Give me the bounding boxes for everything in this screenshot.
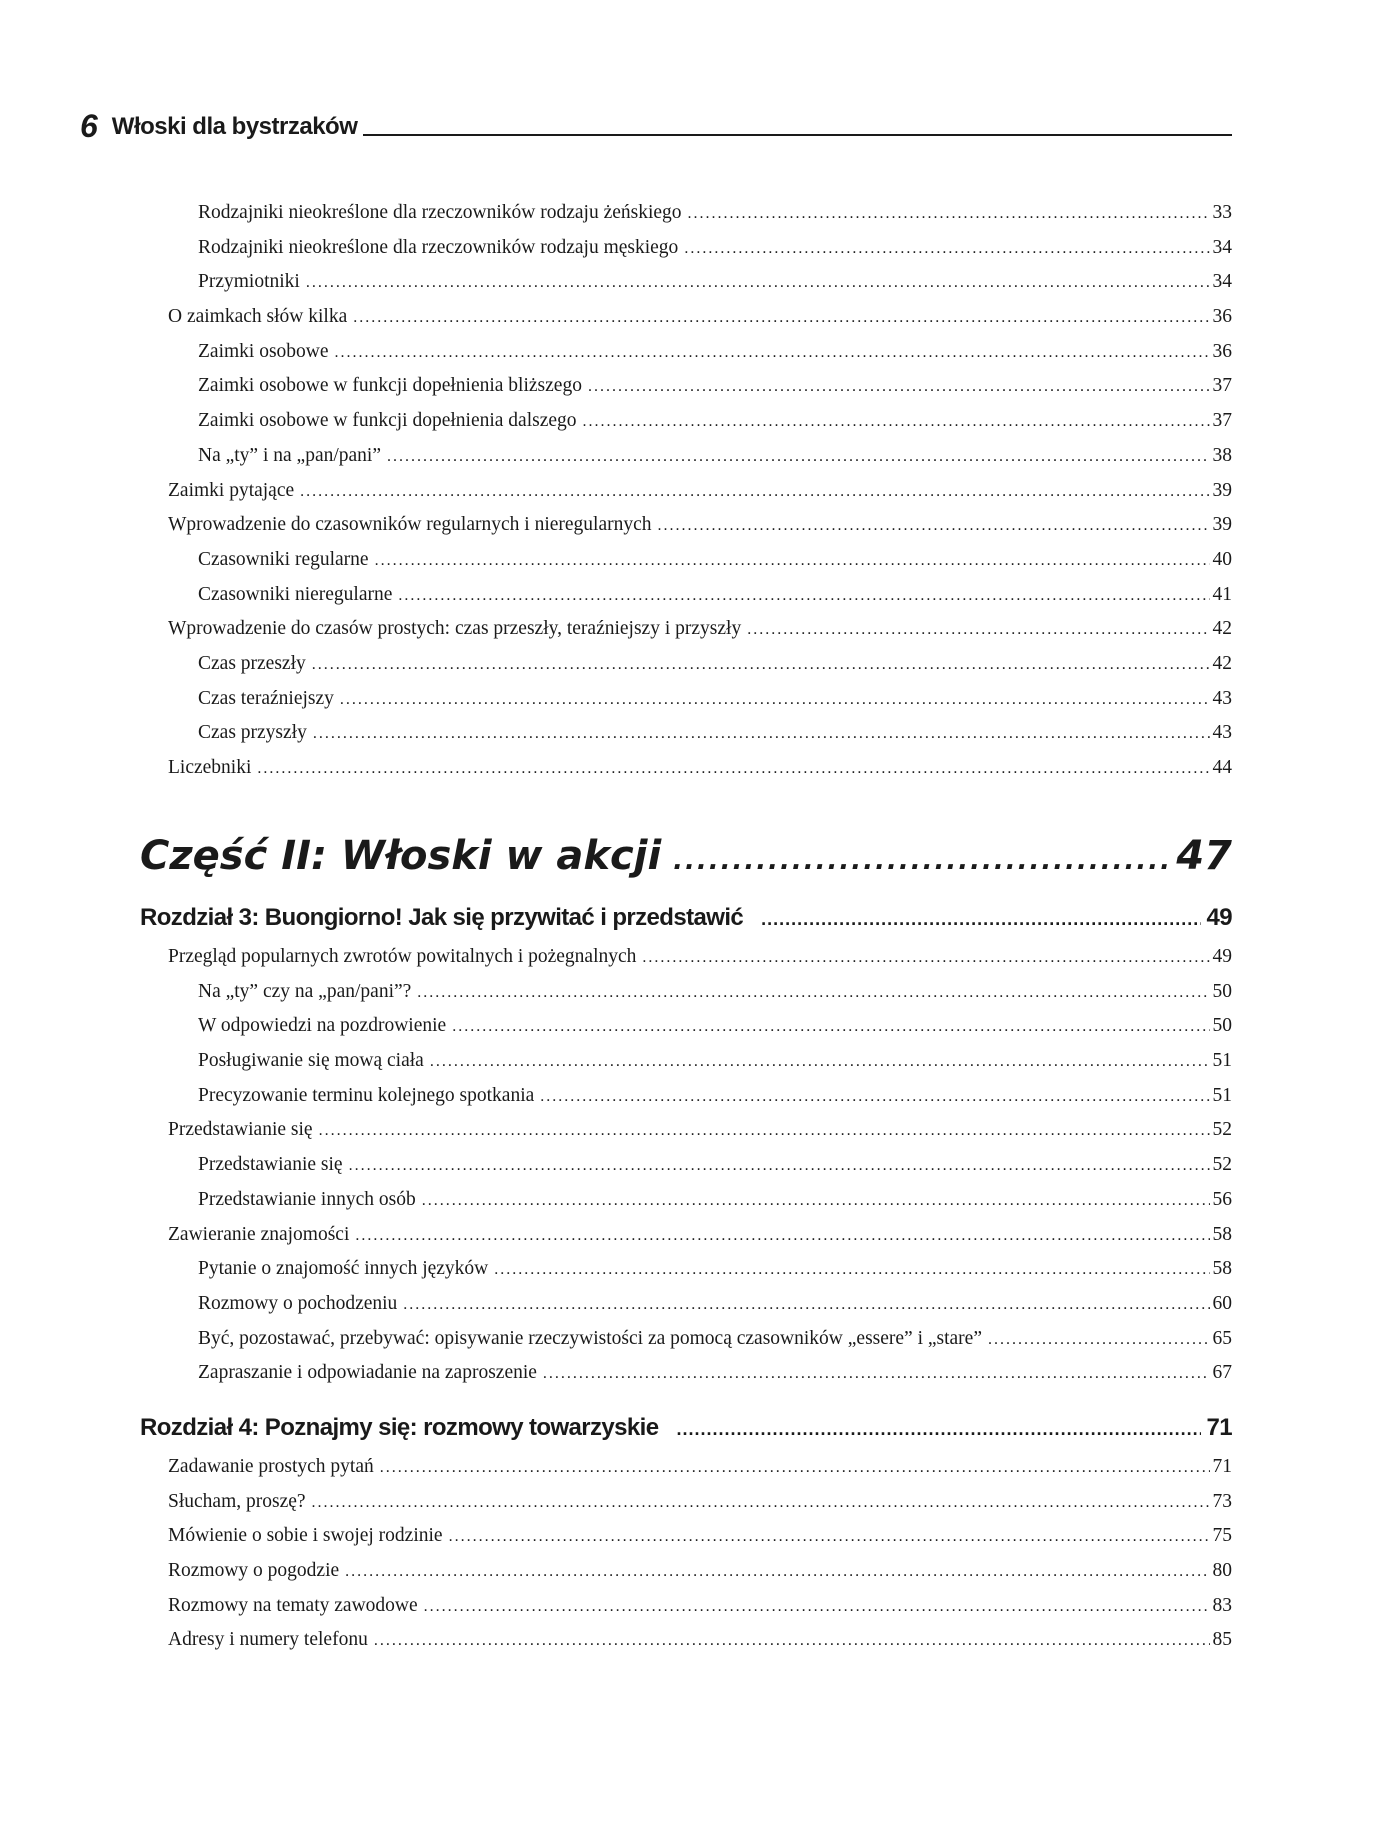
toc-entry[interactable]	[168, 1252, 1232, 1287]
leader-dots	[353, 301, 1209, 336]
leader-dots	[688, 197, 1210, 232]
toc-entry[interactable]	[168, 1113, 1232, 1148]
toc-entry-title: Wprowadzenie do czasów prostych: czas przeszły, teraźniejszy i przyszły	[168, 618, 742, 640]
toc-entry-title: Zadawanie prostych pytań	[168, 1456, 374, 1477]
toc-entry-title: O zaimkach słów kilka	[168, 306, 348, 328]
toc-entry[interactable]	[168, 1554, 1232, 1589]
toc-entry[interactable]	[168, 1148, 1232, 1183]
leader-dots	[257, 752, 1209, 787]
toc-entry-page: 51	[1212, 1050, 1232, 1072]
toc-continued	[168, 196, 1232, 786]
leader-dots	[319, 1114, 1210, 1149]
chapter-title: Rozdział 3: Buongiorno! Jak się przywitać i przedstawić	[140, 904, 744, 931]
toc-entry-page: 58	[1212, 1223, 1232, 1245]
toc-entry-title: Mówienie o sobie i swojej rodzinie	[168, 1525, 443, 1547]
toc-entry[interactable]	[168, 1356, 1232, 1391]
leader-dots	[430, 1045, 1210, 1080]
toc-entry[interactable]	[168, 647, 1232, 682]
toc-entry-page: 65	[1212, 1327, 1232, 1349]
leader-dots	[658, 509, 1210, 544]
toc-entry-title: Zawieranie znajomości	[168, 1223, 350, 1245]
toc-entry-page: 56	[1212, 1188, 1232, 1210]
leader-dots	[452, 1010, 1209, 1045]
toc-entry-page: 43	[1212, 722, 1232, 744]
leader-dots	[312, 1486, 1210, 1521]
chapter-leader-dots	[761, 899, 1200, 939]
toc-entry-page: 37	[1212, 375, 1232, 397]
toc-entry-title: Rozmowy o pochodzeniu	[198, 1292, 398, 1314]
toc-entry[interactable]	[168, 231, 1232, 266]
toc-entry-page: 36	[1212, 306, 1232, 328]
toc-entry[interactable]	[168, 1287, 1232, 1322]
chapter-4-entries	[168, 1450, 1232, 1658]
toc-entry-title: Zaimki osobowe w funkcji dopełnienia dalszego	[198, 410, 577, 432]
leader-dots	[403, 1288, 1209, 1323]
toc-entry-page: 85	[1212, 1629, 1232, 1651]
toc-entry-page: 44	[1212, 757, 1232, 778]
toc-entry-page: 39	[1212, 479, 1232, 501]
running-header	[80, 98, 1232, 142]
toc-entry[interactable]	[168, 508, 1232, 543]
toc-entry[interactable]	[168, 612, 1232, 647]
part-leader-dots	[673, 835, 1168, 887]
leader-dots	[417, 976, 1209, 1011]
toc-entry-page: 43	[1212, 687, 1232, 709]
toc-entry-page: 51	[1212, 1084, 1232, 1106]
leader-dots	[335, 336, 1210, 371]
toc-entry[interactable]	[168, 300, 1232, 335]
toc-entry-page: 52	[1212, 1119, 1232, 1141]
leader-dots	[540, 1080, 1209, 1115]
toc-entry-title: Na „ty” i na „pan/pani”	[198, 444, 381, 466]
leader-dots	[375, 544, 1210, 579]
toc-entry-title: Wprowadzenie do czasowników regularnych i nieregularnych	[168, 514, 652, 536]
toc-entry-page: 67	[1212, 1362, 1232, 1384]
toc-entry-page: 37	[1212, 410, 1232, 432]
toc-entry-page: 80	[1212, 1560, 1232, 1582]
toc-entry-title: Zaimki osobowe w funkcji dopełnienia bliższego	[198, 375, 582, 397]
leader-dots	[422, 1184, 1210, 1219]
toc-entry-page: 39	[1212, 514, 1232, 536]
toc-entry-page: 71	[1212, 1456, 1232, 1477]
toc-entry[interactable]	[168, 1079, 1232, 1114]
toc-entry[interactable]	[168, 196, 1232, 231]
toc-entry-title: Rodzajniki nieokreślone dla rzeczowników rodzaju żeńskiego	[198, 202, 682, 223]
book-title: Włoski dla bystrzaków	[111, 113, 358, 140]
toc-entry-page: 34	[1212, 271, 1232, 293]
leader-dots	[349, 1149, 1210, 1184]
leader-dots	[988, 1323, 1210, 1358]
leader-dots	[747, 613, 1209, 648]
toc-entry-title: Przymiotniki	[198, 271, 300, 293]
toc-entry[interactable]	[168, 369, 1232, 404]
toc-entry[interactable]	[168, 578, 1232, 613]
toc-entry-title: Adresy i numery telefonu	[168, 1629, 368, 1651]
chapter-page: 71	[1206, 1414, 1232, 1441]
chapter-3-entries	[168, 940, 1232, 1391]
toc-entry[interactable]	[168, 1183, 1232, 1218]
toc-entry[interactable]	[168, 1623, 1232, 1658]
chapter-page: 49	[1206, 904, 1232, 931]
toc-entry[interactable]	[168, 404, 1232, 439]
chapter-title: Rozdział 4: Poznajmy się: rozmowy towarzyskie	[140, 1414, 659, 1441]
toc-entry[interactable]	[168, 543, 1232, 578]
leader-dots	[313, 717, 1210, 752]
toc-entry[interactable]	[168, 1519, 1232, 1554]
chapter-leader-dots	[677, 1409, 1201, 1449]
toc-entry-title: Rozmowy o pogodzie	[168, 1560, 340, 1582]
toc-entry-page: 33	[1212, 202, 1232, 223]
toc-entry-page: 42	[1212, 652, 1232, 674]
leader-dots	[424, 1590, 1210, 1625]
toc-entry-page: 75	[1212, 1525, 1232, 1547]
leader-dots	[543, 1357, 1210, 1392]
toc-entry-title: Czas przyszły	[198, 722, 307, 744]
toc-entry-title: Być, pozostawać, przebywać: opisywanie rzeczywistości za pomocą czasowników „essere” i „stare”	[198, 1327, 982, 1349]
toc-entry-title: Rozmowy na tematy zawodowe	[168, 1594, 418, 1616]
toc-entry-title: Precyzowanie terminu kolejnego spotkania	[198, 1084, 535, 1106]
toc-entry-title: Przegląd popularnych zwrotów powitalnych i pożegnalnych	[168, 946, 637, 967]
toc-entry-page: 83	[1212, 1594, 1232, 1616]
leader-dots	[583, 405, 1210, 440]
part-page: 47	[1176, 833, 1232, 879]
toc-entry[interactable]	[168, 265, 1232, 300]
toc-entry-title: Przedstawianie się	[168, 1119, 313, 1141]
toc-entry-title: Rodzajniki nieokreślone dla rzeczowników rodzaju męskiego	[198, 236, 679, 258]
toc-entry-title: Czas przeszły	[198, 652, 306, 674]
toc-entry-title: Czasowniki regularne	[198, 548, 369, 570]
toc-continued-list	[168, 196, 1232, 786]
leader-dots	[684, 232, 1209, 267]
toc-entry-title: Zapraszanie i odpowiadanie na zaproszenie	[198, 1362, 537, 1384]
toc-entry-page: 50	[1212, 1015, 1232, 1037]
toc-entry[interactable]	[168, 940, 1232, 975]
chapter-heading[interactable]	[140, 898, 1232, 938]
toc-entry-page: 42	[1212, 618, 1232, 640]
toc-entry[interactable]	[168, 751, 1232, 786]
toc-entry-title: Przedstawianie innych osób	[198, 1188, 416, 1210]
leader-dots	[374, 1624, 1210, 1659]
leader-dots	[588, 370, 1210, 405]
leader-dots	[449, 1520, 1210, 1555]
toc-chapter-3	[140, 898, 1232, 1391]
toc-entry-title: Posługiwanie się mową ciała	[198, 1050, 424, 1072]
toc-entry[interactable]	[168, 439, 1232, 474]
toc-entry-page: 40	[1212, 548, 1232, 570]
toc-entry[interactable]	[168, 1485, 1232, 1520]
leader-dots	[340, 683, 1210, 718]
page-number: 6	[80, 108, 98, 144]
toc-entry[interactable]	[168, 975, 1232, 1010]
leader-dots	[306, 266, 1210, 301]
leader-dots	[494, 1253, 1209, 1288]
toc-entry[interactable]	[168, 1450, 1232, 1485]
toc-entry-page: 52	[1212, 1154, 1232, 1176]
toc-entry-title: Liczebniki	[168, 757, 252, 778]
toc-entry-title: Zaimki osobowe	[198, 340, 329, 362]
toc-entry-page: 34	[1212, 236, 1232, 258]
toc-entry[interactable]	[168, 335, 1232, 370]
toc-entry-page: 38	[1212, 444, 1232, 466]
leader-dots	[642, 941, 1209, 976]
part-title: Część II: Włoski w akcji	[140, 833, 662, 879]
toc-entry[interactable]	[168, 1589, 1232, 1624]
toc-chapter-4	[140, 1408, 1232, 1658]
leader-dots	[355, 1219, 1209, 1254]
leader-dots	[300, 475, 1209, 510]
toc-entry-title: Na „ty” czy na „pan/pani”?	[198, 980, 412, 1002]
toc-entry[interactable]	[168, 682, 1232, 717]
toc-entry-title: Przedstawianie się	[198, 1154, 343, 1176]
leader-dots	[312, 648, 1210, 683]
toc-entry[interactable]	[168, 474, 1232, 509]
toc-entry-page: 49	[1212, 946, 1232, 967]
toc-entry-page: 58	[1212, 1258, 1232, 1280]
toc-entry-title: Czasowniki nieregularne	[198, 583, 393, 605]
toc-entry-page: 73	[1212, 1490, 1232, 1512]
toc-entry-title: Pytanie o znajomość innych języków	[198, 1258, 489, 1280]
toc-entry-title: Czas teraźniejszy	[198, 687, 334, 709]
toc-entry-title: Zaimki pytające	[168, 479, 295, 501]
leader-dots	[380, 1451, 1210, 1486]
toc-entry-page: 50	[1212, 980, 1232, 1002]
leader-dots	[398, 579, 1209, 614]
toc-entry[interactable]	[168, 1218, 1232, 1253]
part-heading[interactable]	[140, 830, 1232, 887]
toc-entry-page: 60	[1212, 1292, 1232, 1314]
toc-entry-page: 36	[1212, 340, 1232, 362]
toc-entry[interactable]	[168, 716, 1232, 751]
leader-dots	[345, 1555, 1209, 1590]
toc-entry-title: Słucham, proszę?	[168, 1490, 306, 1512]
toc-entry[interactable]	[168, 1009, 1232, 1044]
toc-entry[interactable]	[168, 1322, 1232, 1357]
chapter-heading[interactable]	[140, 1408, 1232, 1448]
toc-entry-page: 41	[1212, 583, 1232, 605]
toc-entry[interactable]	[168, 1044, 1232, 1079]
leader-dots	[387, 440, 1210, 475]
header-rule	[363, 134, 1232, 136]
toc-entry-title: W odpowiedzi na pozdrowienie	[198, 1015, 447, 1037]
